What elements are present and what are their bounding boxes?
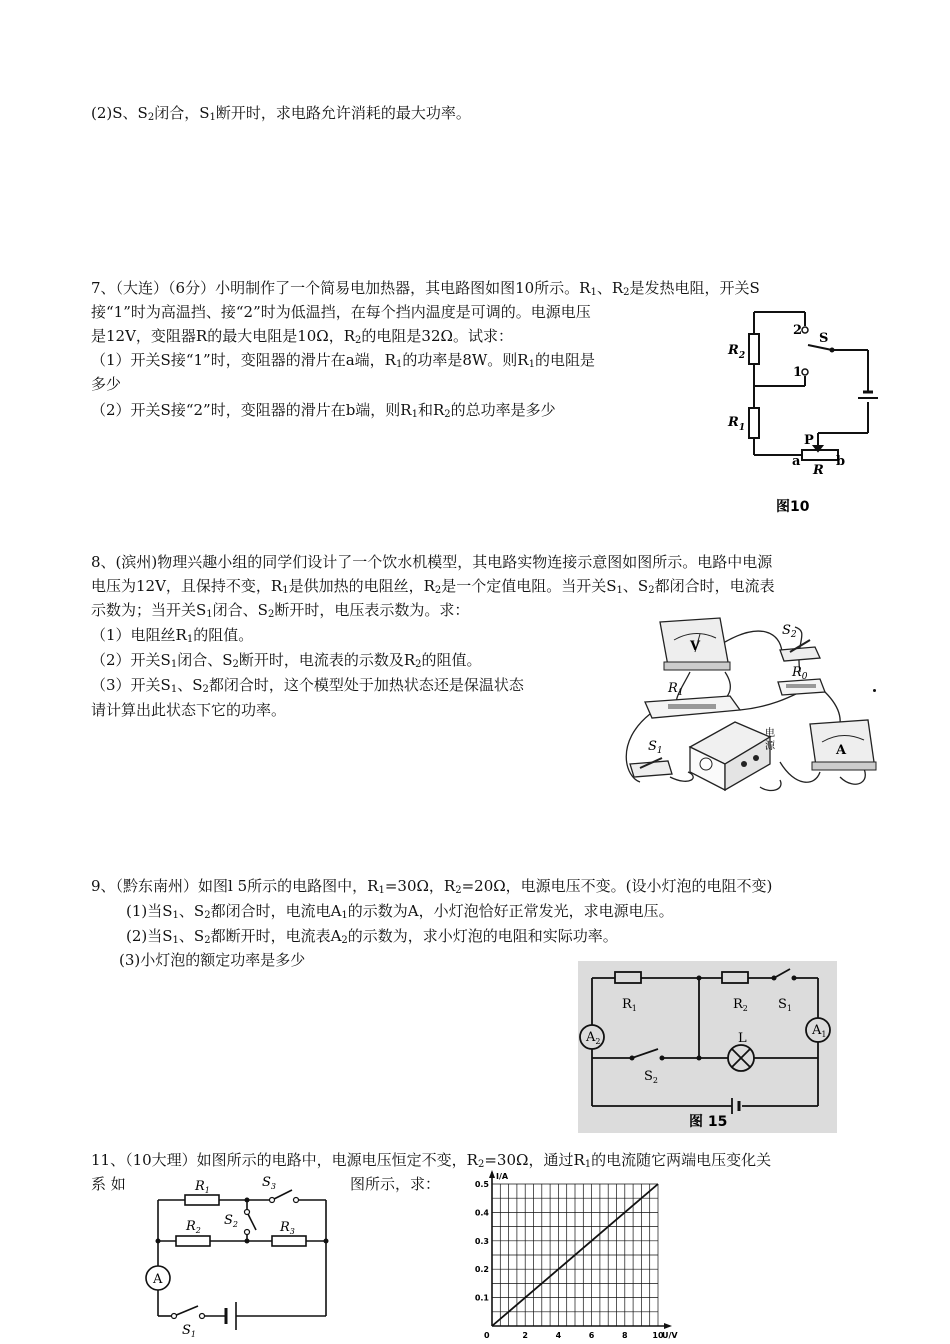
y-tick-label: 0.5 (474, 1180, 489, 1189)
junction-middle (697, 1056, 702, 1061)
label-r2: R (728, 343, 739, 358)
junction-right (324, 1239, 329, 1244)
r2-resistor (176, 1236, 210, 1246)
ammeter-label: A (836, 743, 847, 758)
q7-line5: 多少 (91, 375, 122, 393)
junction-left (156, 1239, 161, 1244)
s2-label-sub: 2 (232, 1220, 238, 1229)
q8-physical-circuit (620, 612, 890, 797)
s2-label-sub: 2 (652, 1076, 658, 1085)
s1-pivot (772, 976, 777, 981)
label-r2-sub: 2 (738, 351, 746, 361)
y-tick-label: 0.3 (474, 1236, 489, 1246)
switch-pivot (830, 348, 835, 353)
r2-resistor (722, 972, 748, 983)
stray-dot (873, 689, 876, 692)
q7-line6: （2）开关S接“2”时，变阻器的滑片在b端，则$R_1$和$R_2$的总功率是多少 (91, 401, 556, 420)
s1-label-sub: 1 (656, 746, 663, 756)
q8-line5: （2）开关$S_1$闭合、$S_2$断开时，电流表的示数及$R_2$的阻值。 (91, 651, 482, 670)
a1-label-sub: 1 (821, 1030, 827, 1039)
r1-label: R (195, 1179, 205, 1194)
r2-label: R (186, 1219, 196, 1234)
iu-chart-svg (470, 1168, 700, 1344)
svg-text:S1 (648, 739, 663, 756)
s2-contact (660, 1056, 665, 1061)
junction-mid (245, 1239, 250, 1244)
svg-text:S2 (782, 623, 797, 640)
r1-resistor (185, 1195, 219, 1205)
switch-s1 (630, 739, 672, 777)
s2-label: S (782, 623, 791, 638)
q8-line3: 示数为；当开关$S_1$闭合、$S_2$断开时，电压表示数为。求： (91, 601, 470, 620)
svg-text:R1 (667, 681, 684, 698)
switch-s2 (780, 623, 820, 661)
q11-line2a: 系 如 (91, 1175, 126, 1193)
label-terminal-2: 2 (793, 323, 803, 338)
q8-line6: （3）开关$S_1$、$S_2$都闭合时，这个模型处于加热状态还是保温状态 (91, 676, 524, 695)
label-terminal-1: 1 (793, 365, 803, 380)
svg-text:R2 (185, 1219, 201, 1235)
label-r1: R (728, 415, 739, 430)
r0-label-sub: 0 (801, 672, 808, 682)
y-tick-label: 0.1 (474, 1293, 489, 1303)
q8-line1: 8、(滨州)物理兴趣小组的同学们设计了一个饮水机模型，其电路实物连接示意图如图所示。电路中电源 (91, 553, 773, 571)
terminal-1 (802, 369, 808, 375)
lamp-label: L (738, 1031, 747, 1046)
r1-resistor (615, 972, 641, 983)
ammeter-a1 (806, 1018, 830, 1042)
s3-label: S (262, 1175, 271, 1190)
figure-15-circuit (578, 961, 837, 1133)
r0-label: R (792, 665, 802, 680)
s2-label: S (644, 1069, 653, 1084)
svg-text:R3 (279, 1220, 295, 1236)
s2-label: S (224, 1213, 233, 1228)
s3-contact (294, 1198, 299, 1203)
q9-line3: (2)当$S_1$、$S_2$都断开时，电流表$A_2$的示数为，求小灯泡的电阻和实际功率。 (126, 927, 618, 946)
resistor-r1-board (645, 681, 740, 718)
q8-line7: 请计算出此状态下它的功率。 (91, 701, 287, 719)
power-label-2: 源 (765, 741, 775, 752)
ammeter-a-label: A (153, 1272, 163, 1287)
r2-resistor (749, 334, 759, 364)
y-tick-label: 0.2 (474, 1265, 489, 1275)
x-tick-label: 4 (555, 1331, 562, 1340)
q8-line4: （1）电阻丝$R_1$的阻值。 (91, 626, 254, 645)
s1-label: S (648, 739, 657, 754)
label-end-a: a (792, 454, 801, 469)
q11-circuit-svg (140, 1172, 340, 1344)
r3-label-sub: 3 (289, 1227, 295, 1236)
q7-line1: 7、（大连）（6分）小明制作了一个简易电加热器，其电路图如图10所示。$R_1$、$R_2$是发热电阻，开关S (91, 279, 760, 298)
x-tick-label: 10 (652, 1331, 664, 1340)
wire (760, 780, 781, 791)
wire (725, 631, 782, 652)
r2-label-sub: 2 (742, 1004, 748, 1013)
switch-s1-blade (174, 1306, 198, 1316)
figure-15-background (578, 961, 837, 1133)
r2-label: R (733, 997, 743, 1012)
figure-15-svg (578, 961, 837, 1133)
s1-label-sub: 1 (786, 1004, 792, 1013)
s2-label-sub: 2 (790, 630, 797, 640)
q8-circuit-svg (620, 612, 890, 797)
power-label-1: 电 (765, 728, 775, 739)
r3-resistor (272, 1236, 306, 1246)
s3-label-sub: 3 (270, 1182, 276, 1191)
q11-line2b: 图所示，求： (350, 1175, 441, 1193)
rheostat-r (802, 450, 838, 460)
r1-label: R (622, 997, 632, 1012)
origin-label: 0 (484, 1331, 490, 1340)
x-axis-arrow (664, 1323, 672, 1329)
r1-label-sub: 1 (204, 1186, 210, 1195)
q9-line4: (3)小灯泡的额定功率是多少 (119, 951, 306, 969)
y-axis-arrow (489, 1170, 495, 1178)
label-rheostat-r: R (813, 463, 824, 478)
figure-10-svg (720, 300, 890, 520)
a1-label: A (812, 1023, 822, 1038)
label-end-b: b (836, 454, 846, 469)
x-tick-label: 6 (588, 1331, 595, 1340)
r1-label-sub: 1 (677, 688, 684, 698)
q8-line2: 电压为12V，且保持不变，$R_1$是供加热的电阻丝，$R_2$是一个定值电阻。当开关$S_1$、$S_2$都闭合时，电流表 (91, 577, 775, 596)
figure-10-circuit (720, 300, 890, 520)
q7-line3: 是12V，变阻器R的最大电阻是10Ω，$R_2$的电阻是32Ω。试求： (91, 327, 513, 346)
q9-line1: 9、（黔东南州）如图l 5所示的电路图中，$R_1=30\Omega$，$R_2=20\Omega$，电源电压不变。(设小灯泡的电阻不变) (91, 877, 773, 896)
s1-pivot (172, 1314, 177, 1319)
y-tick-label: 0.4 (474, 1208, 489, 1218)
svg-text:R0 (791, 665, 808, 682)
terminal-2 (802, 327, 808, 333)
ammeter-a2 (580, 1025, 604, 1049)
s2-pivot (245, 1210, 250, 1215)
svg-text:R2 (727, 343, 745, 361)
y-axis-label: I/A (496, 1172, 509, 1181)
svg-text:S2 (224, 1213, 238, 1229)
s3-pivot (270, 1198, 275, 1203)
label-slider-p: P (804, 433, 814, 448)
junction-top (697, 976, 702, 981)
r1-label-sub: 1 (631, 1004, 637, 1013)
q7-line2: 接“1”时为高温挡、接“2”时为低温挡，在每个挡内温度是可调的。电源电压 (91, 303, 591, 321)
voltmeter-label: V (690, 639, 701, 654)
switch-s3-blade (272, 1190, 292, 1200)
ammeter-a (146, 1266, 170, 1290)
r1-label: R (668, 681, 678, 696)
svg-text:S1 (182, 1323, 196, 1339)
r1-resistor (749, 408, 759, 438)
x-tick-label: 8 (622, 1331, 628, 1340)
label-r1-sub: 1 (738, 423, 746, 433)
a2-label-sub: 2 (595, 1037, 601, 1046)
r2-label-sub: 2 (195, 1226, 201, 1235)
x-tick-label: 2 (522, 1331, 528, 1340)
voltmeter (660, 618, 730, 670)
q7-line4: （1）开关S接“1”时，变阻器的滑片在a端，$R_1$的功率是8W。则$R_1$的电阻是 (91, 351, 595, 370)
label-switch-s: S (819, 331, 829, 346)
svg-text:R1 (727, 415, 745, 433)
svg-text:S3 (262, 1175, 276, 1191)
s2-contact (245, 1230, 250, 1235)
a2-label: A (586, 1030, 596, 1045)
figure-10-caption: 图10 (776, 499, 810, 515)
s1-contact (200, 1314, 205, 1319)
q11-circuit (140, 1172, 340, 1344)
resistor-r0-board (778, 665, 825, 695)
q11-line1: 11、（10大理）如图所示的电路中，电源电压恒定不变，$R_2=30\Omega$，通过$R_1$的电流随它两端电压变化关 (91, 1151, 772, 1170)
s1-contact (792, 976, 797, 981)
power-supply-box (690, 722, 776, 790)
s1-label: S (778, 997, 787, 1012)
r3-label: R (280, 1220, 290, 1235)
s1-label-sub: 1 (190, 1330, 196, 1339)
s2-pivot (630, 1056, 635, 1061)
s1-label: S (182, 1323, 191, 1338)
wire (670, 772, 693, 781)
q11-iu-chart (470, 1168, 700, 1344)
q9-line2: (1)当$S_1$、$S_2$都闭合时，电流电$A_1$的示数为A，小灯泡恰好正常发光，求电源电压。 (126, 902, 674, 921)
figure-15-caption: 图 15 (689, 1114, 728, 1130)
x-axis-label: U/V (662, 1331, 678, 1340)
junction-top (245, 1198, 250, 1203)
q6-part2: (2)S、$S_2$闭合，$S_1$断开时，求电路允许消耗的最大功率。 (91, 104, 471, 123)
ammeter (810, 720, 876, 770)
svg-text:R1 (194, 1179, 210, 1195)
